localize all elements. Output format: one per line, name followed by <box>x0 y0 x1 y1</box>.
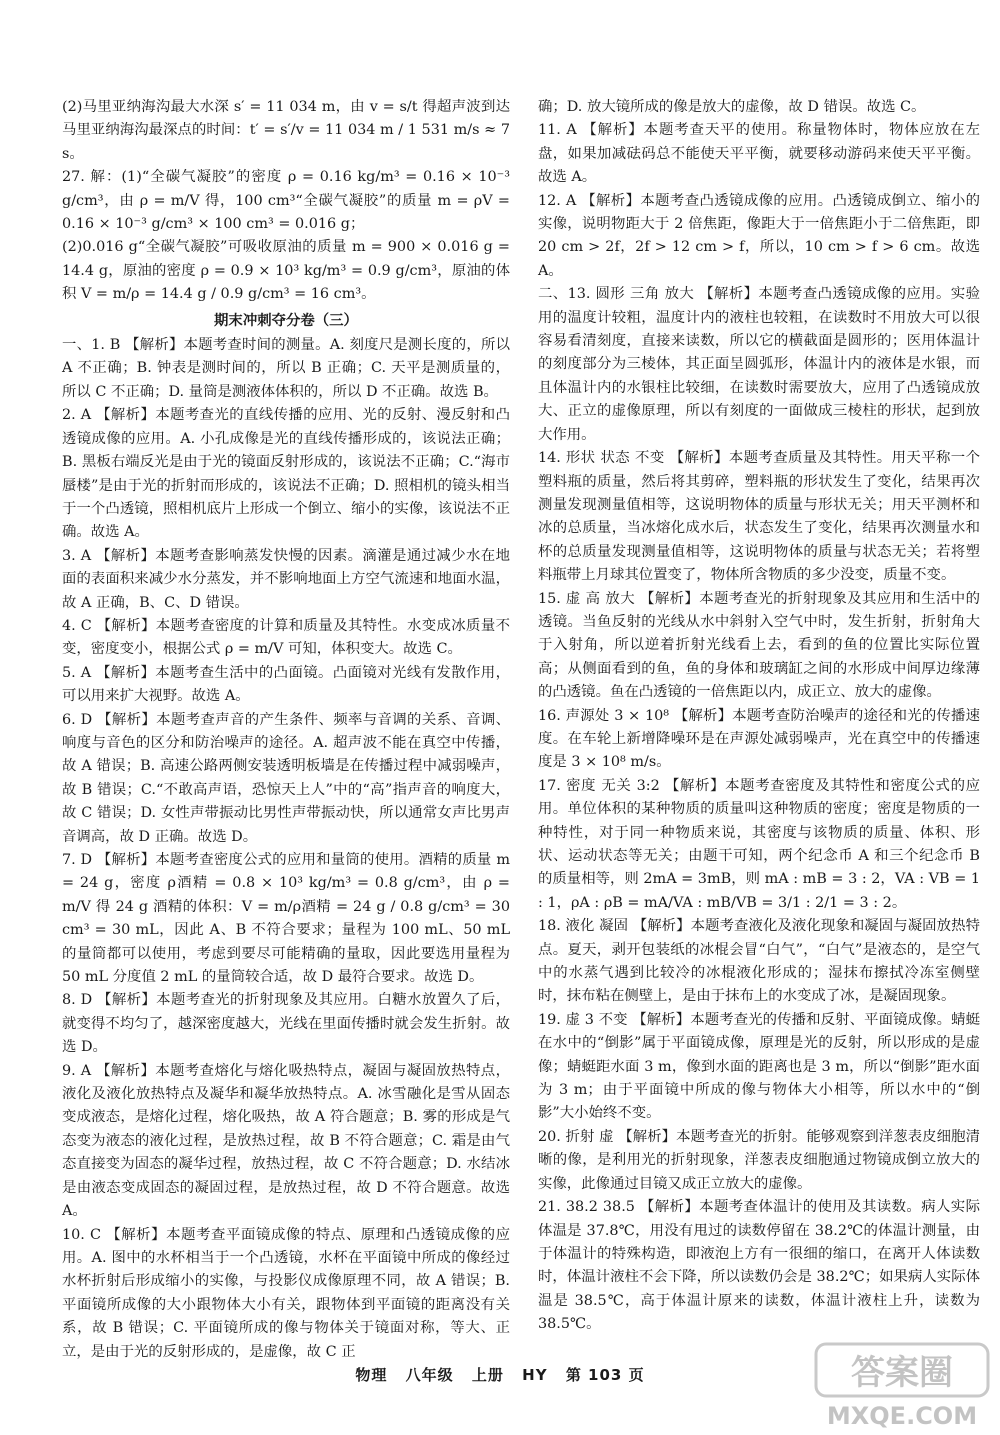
footer-grade: 八年级 <box>405 1366 454 1384</box>
right-column <box>538 96 980 1337</box>
answer-paragraph: 12. A 【解析】本题考查凸透镜成像的应用。凸透镜成倒立、缩小的实像，说明物距大于 2 倍焦距，像距大于一倍焦距小于二倍焦距，即 20 cm > 2f，2f > 12 cm > f，所以，10 cm > f > 6 cm。故选 A。 <box>538 192 980 279</box>
answer-paragraph: 17. 密度 无关 3:2 【解析】本题考查密度及其特性和密度公式的应用。单位体积的某种物质的质量叫这种物质的密度；密度是物质的一种特性，对于同一种物质来说，其密度与该物质的质量、体积、形状、运动状态等无关；由题干可知，两个纪念币 A 和三个纪念币 B 的质量相等，则 2mA = 3mB，则 mA : mB = 3 : 2，VA : VB = 1 : 1，ρA : ρB = mA/VA : mB/VB = 3/1 : 2/1 = 3 : 2。 <box>538 777 980 911</box>
watermark-title: 答案圈 <box>851 1353 953 1393</box>
answer-paragraph: 3. A 【解析】本题考查影响蒸发快慢的因素。滴灌是通过减少水在地面的表面积来减少水分蒸发，并不影响地面上方空气流速和地面水温，故 A 正确，B、C、D 错误。 <box>62 547 510 611</box>
answer-paragraph: 一、1. B 【解析】本题考查时间的测量。A. 刻度尺是测长度的，所以 A 不正确；B. 钟表是测时间的，所以 B 正确；C. 天平是测质量的，所以 C 不正确；D. 量筒是测液体体积的，所以 D 不正确。故选 B。 <box>62 337 510 400</box>
answer-paragraph: 确；D. 放大镜所成的像是放大的虚像，故 D 错误。故选 C。 <box>538 99 926 115</box>
answer-paragraph: 21. 38.2 38.5 【解析】本题考查体温计的使用及其读数。病人实际体温是 37.8℃，用没有甩过的读数停留在 38.2℃的体温计测量，由于体温计的特殊构造，即液泡上方有一很细的缩口，在离开人体读数时，体温计液柱不会下降，所以读数仍会是 38.2℃；如果病人实际体温是 38.5℃，高于体温计原来的读数，体温计液柱上升，读数为 38.5℃。 <box>538 1199 980 1333</box>
answer-paragraph: 19. 虚 3 不变 【解析】本题考查光的传播和反射、平面镜成像。蜻蜓在水中的“倒影”属于平面镜成像，原理是光的反射，所以形成的是虚像；蜻蜓距水面 3 m，像到水面的距离也是 3 m，所以“倒影”距水面为 3 m；由于平面镜中所成的像与物体大小相等，所以水中的“倒影”大小始终不变。 <box>538 1011 980 1122</box>
answer-paragraph: 27. 解：(1)“全碳气凝胶”的密度 ρ = 0.16 kg/m³ = 0.16 × 10⁻³ g/cm³，由 ρ = m/V 得，100 cm³“全碳气凝胶”的质量 m = ρV = 0.16 × 10⁻³ g/cm³ × 100 cm³ = 0.016 g； <box>62 169 510 233</box>
left-column <box>62 96 510 1364</box>
answer-paragraph: 14. 形状 状态 不变 【解析】本题考查质量及其特性。用天平称一个塑料瓶的质量，然后将其剪碎，塑料瓶的形状发生了变化，结果再次测量发现测量值相等，这说明物体的质量与形状无关；用天平测杯和冰的总质量，当冰熔化成水后，状态发生了变化，结果再次测量水和杯的总质量发现测量值相等，这说明物体的质量与状态无关；若将塑料瓶带上月球其位置变了，物体所含物质的多少没变，质量不变。 <box>538 450 980 584</box>
answer-paragraph: 6. D 【解析】本题考查声音的产生条件、频率与音调的关系、音调、响度与音色的区分和防治噪声的途径。A. 超声波不能在真空中传播，故 A 错误；B. 高速公路两侧安装透明板墙是在传播过程中减弱噪声，故 B 错误；C.“不敢高声语，恐惊天上人”中的“高”指声音的响度大，故 C 错误；D. 女性声带振动比男性声带振动快，所以通常女声比男声音调高，故 D 正确。故选 D。 <box>62 711 510 845</box>
answer-paragraph: 15. 虚 高 放大 【解析】本题考查光的折射现象及其应用和生活中的透镜。当鱼反射的光线从水中斜射入空气中时，发生折射，折射角大于入射角，所以逆着折射光线看上去，看到的鱼的位置比实际位置高；从侧面看到的鱼，鱼的身体和玻璃缸之间的水形成中间厚边缘薄的凸透镜。鱼在凸透镜的一倍焦距以内，成正立、放大的虚像。 <box>538 590 980 701</box>
answer-paragraph: 20. 折射 虚 【解析】本题考查光的折射。能够观察到洋葱表皮细胞清晰的像，是利用光的折射现象，洋葱表皮细胞通过物镜成倒立放大的实像，此像通过目镜又成正立放大的虚像。 <box>538 1128 980 1192</box>
footer-page-number: 第 103 页 <box>565 1366 645 1384</box>
answer-paragraph: 10. C 【解析】本题考查平面镜成像的特点、原理和凸透镜成像的应用。A. 图中的水杯相当于一个凸透镜，水杯在平面镜中所成的像经过水杯折射后形成缩小的实像，与投影仪成像原理不同，故 A 错误；B. 平面镜所成像的大小跟物体大小有关，跟物体到平面镜的距离没有关系，故 B 错误；C. 平面镜所成的像与物体关于镜面对称，等大、正立，是由于光的反射形成的，是虚像，故 C 正 <box>62 1226 510 1360</box>
answer-paragraph: 9. A 【解析】本题考查熔化与熔化吸热特点，凝固与凝固放热特点，液化及液化放热特点及凝华和凝华放热特点。A. 冰雪融化是雪从固态变成液态，是熔化过程，熔化吸热，故 A 符合题意；B. 雾的形成是气态变为液态的液化过程，是放热过程，故 B 不符合题意；C. 霜是由气态直接变为固态的凝华过程，放热过程，故 C 不符合题意；D. 水结冰是由液态变成固态的凝固过程，是放热过程，故 D 不符合题意。故选 A。 <box>62 1062 510 1220</box>
watermark-url: MXQE.COM <box>826 1402 978 1430</box>
answer-paragraph: 7. D 【解析】本题考查密度公式的应用和量筒的使用。酒精的质量 m = 24 g，密度 ρ酒精 = 0.8 × 10³ kg/m³ = 0.8 g/cm³，由 ρ = m/V 得 24 g 酒精的体积：V = m/ρ酒精 = 24 g / 0.8 g/cm³ = 30 cm³ = 30 mL，因此 A、B 不符合要求；量程为 100 mL、50 mL 的量筒都可以使用，考虑到要尽可能精确的量取，因此要选用量程为 50 mL 分度值 2 mL 的量筒较合适，故 D 最符合要求。故选 D。 <box>62 852 510 986</box>
answer-paragraph: (2)马里亚纳海沟最大水深 s′ = 11 034 m，由 v = s/t 得超声波到达马里亚纳海沟最深点的时间：t′ = s′/v = 11 034 m / 1 531 m/s ≈ 7 s。 <box>62 99 510 162</box>
answer-paragraph: 4. C 【解析】本题考查密度的计算和质量及其特性。水变成冰质量不变，密度变小，根据公式 ρ = m/V 可知，体积变大。故选 C。 <box>62 617 510 658</box>
answer-paragraph: 11. A 【解析】本题考查天平的使用。称量物体时，物体应放在左盘，如果加减砝码总不能使天平平衡，就要移动游码来使天平平衡。故选 A。 <box>538 122 980 186</box>
answer-paragraph: 18. 液化 凝固 【解析】本题考查液化及液化现象和凝固与凝固放热特点。夏天，剥开包装纸的冰棍会冒“白气”，“白气”是液态的，是空气中的水蒸气遇到比较冷的冰棍液化形成的；湿抹布擦拭冷冻室侧壁时，抹布粘在侧壁上，是由于抹布上的水变成了冰，是凝固现象。 <box>538 918 980 1005</box>
section-title: 期末冲刺夺分卷（三） <box>214 311 358 329</box>
answer-paragraph: 5. A 【解析】本题考查生活中的凸面镜。凸面镜对光线有发散作用，可以用来扩大视野。故选 A。 <box>62 664 510 705</box>
answer-paragraph: 16. 声源处 3 × 10⁸ 【解析】本题考查防治噪声的途径和光的传播速度。在车轮上新增降噪环是在声源处减弱噪声，光在真空中的传播速度是 3 × 10⁸ m/s。 <box>538 707 980 771</box>
footer-volume: 上册 <box>471 1366 504 1384</box>
answer-paragraph: (2)0.016 g“全碳气凝胶”可吸收原油的质量 m = 900 × 0.016 g = 14.4 g，原油的密度 ρ = 0.9 × 10³ kg/m³ = 0.9 g/cm³，原油的体积 V = m/ρ = 14.4 g / 0.9 g/cm³ = 16 cm³。 <box>62 239 510 303</box>
answer-paragraph: 2. A 【解析】本题考查光的直线传播的应用、光的反射、漫反射和凸透镜成像的应用。A. 小孔成像是光的直线传播形成的，该说法正确；B. 黑板右端反光是由于光的镜面反射形成的，该说法不正确；C.“海市蜃楼”是由于光的折射而形成的，该说法不正确；D. 照相机的镜头相当于一个凸透镜，照相机底片上形成一个倒立、缩小的实像，该说法不正确。故选 A。 <box>62 407 510 541</box>
answer-paragraph: 二、13. 圆形 三角 放大 【解析】本题考查凸透镜成像的应用。实验用的温度计较粗，温度计内的液柱也较粗，在读数时不用放大可以很容易看清刻度，直接来读数，所以它的横截面是圆形的；医用体温计的刻度部分为三棱体，其正面呈圆弧形，体温计内的液体是水银，而且体温计内的水银柱比较细，在读数时需要放大，应用了凸透镜成放大、正立的虚像原理，所以有刻度的一面做成三棱柱的形状，起到放大作用。 <box>538 286 980 443</box>
answer-paragraph: 8. D 【解析】本题考查光的折射现象及其应用。白糖水放置久了后，就变得不均匀了，越深密度越大，光线在里面传播时就会发生折射。故选 D。 <box>62 992 510 1056</box>
footer-subject: 物理 <box>355 1366 388 1384</box>
footer-edition: HY <box>522 1366 548 1384</box>
watermark-logo <box>812 1340 992 1432</box>
